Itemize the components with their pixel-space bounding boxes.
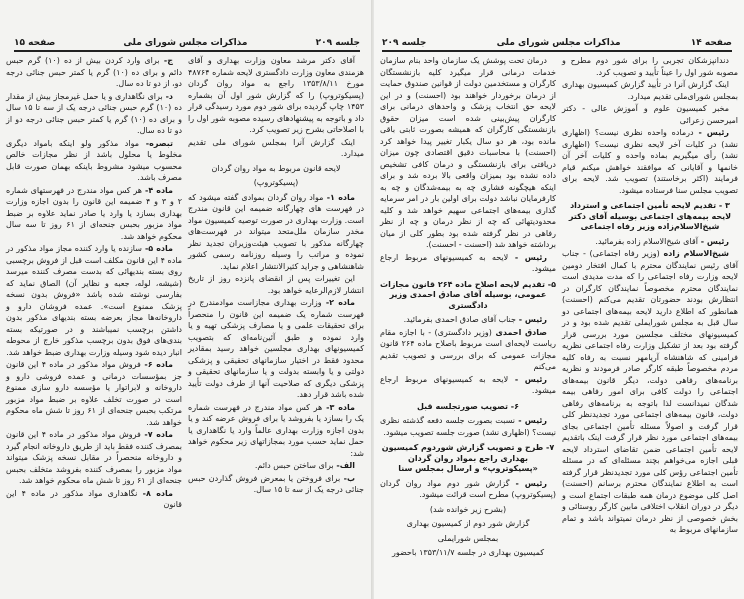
paragraph-text: فروش مواد مذکور در ماده ۴ این قانون بمصرف کننده فقط باید از طریق داروخانه انجام گیرد و داروخانه منحصراً در مقابل نسخه پزشک میتواند مواد مزبور را بمصرف کننده بفروشد متخلف بحبس جنحه‌ای از ۶۱ روز تا شش ماه محکوم خواهد شد. [6, 430, 182, 485]
speaker-or-article-label: رئیس - [509, 478, 547, 488]
paragraph-text: کمیسیون بهداری در جلسه ۱۳۵۳/۱۱/۷ باحضور [391, 548, 545, 557]
paragraph [562, 79, 738, 102]
text-column-right [188, 55, 364, 497]
paragraph-text: درماده واحده نظری نیست؟ (اظهاری نشد) در کلیات آخر لایحه نظری نیست؟ (اظهاری نشد) رأی میگیریم بماده واحده و کلیات آخر آن خانمها و آقایانی که موافقند خواهش میکنم قیام فرمایند (اکثر برخاستند) تصویب شد. لایحه برای تصویب مجلس سنا فرستاده میشود. [562, 128, 738, 195]
paragraph [380, 374, 556, 397]
page-number: صفحه ۱۴ [690, 38, 732, 48]
paragraph-text: آقای دکتر مرشد معاون وزارت بهداری و آقای هزمندی معاون وزارت دادگستری لایحه شماره ۴۸۷۶۴ مورخ ۱۳۵۳/۸/۱۱ راجع به مواد روان گردان (پسیکوتروپ) را که گزارش شور اول آن بشماره ۱۴۵۳ چاپ گردیده برای شور دوم مورد رسیدگی قرار داد و باتوجه به پیشنهادهای رسیده مصوبه شور اول را با اصلاحاتی بشرح زیر تصویب کرد. [188, 56, 364, 134]
paragraph [188, 473, 364, 496]
paragraph [562, 248, 738, 536]
paragraph [188, 460, 364, 472]
paragraph-text: ۶- تصویب صورتجلسه قبل [417, 401, 519, 411]
right-page [374, 0, 744, 599]
paragraph-text: هر کس مواد مندرج در فهرست شماره یک را بسازد یا بفروشد یا برای فروش عرضه کند و یا بدون اجازه وزارت بهداری عالماً وارد یا نگاهداری یا حمل نماید حسب مورد بمجازاتهای زیر محکوم خواهد شد: [188, 402, 364, 458]
paragraph [380, 478, 556, 501]
page-header [382, 34, 732, 52]
session-number: جلسه ۲۰۹ [382, 38, 427, 48]
paragraph-text: این تغییرات پس از انقضای پانزده روز از تاریخ انتشار لازم‌الرعایه خواهد بود. [188, 274, 364, 295]
paragraph-text: گزارش شور دوم مواد روان گردان (پسیکوتروپ) مطرح است قرائت میشود. [380, 478, 556, 499]
paragraph [6, 138, 182, 184]
paragraph [6, 488, 182, 511]
paragraph [380, 314, 556, 326]
speaker-or-article-label: صادق احمدی [491, 327, 547, 337]
page-number: صفحه ۱۵ [14, 38, 56, 48]
paragraph-text: مخبر کمیسیون علوم و آموزش عالی - دکتر امیرحسن زعرائی [562, 104, 738, 125]
paragraph [188, 297, 364, 401]
paragraph-text: برای وارد کردن بیش از ده (۱۰) گرم حبس دائم و برای ده (۱۰) گرم یا کمتر حبس جنائی درجه دو، از دو تا ده سال. [6, 56, 183, 88]
paragraph [562, 236, 738, 248]
paragraph [562, 103, 738, 126]
paragraph-text: (بشرح زیر خوانده شد) [429, 504, 507, 514]
paragraph [6, 55, 182, 90]
centered-line [380, 533, 556, 545]
paragraph [6, 91, 182, 137]
paragraph [380, 55, 556, 251]
speaker-or-article-label: رئیس - [514, 416, 547, 425]
paragraph-text: آقای شیخ‌الاسلام زاده بفرمائید. [595, 236, 698, 246]
paragraph-text: هر کس مواد مندرج در فهرستهای شماره ۲ و ۳ و ۴ ضمیمه این قانون را بدون اجازه وزارت بهداری بسازد یا وارد یا صادر نماید علاوه بر ضبط مواد مزبور بحبس جنحه‌ای از ۶۱ روز تا سه سال محکوم خواهد شد. [6, 185, 182, 241]
paragraph-text: جناب آقای صادق احمدی بفرمائید. [403, 315, 516, 324]
session-number: جلسه ۲۰۹ [315, 38, 360, 48]
speaker-or-article-label: ماده ۵- [141, 244, 173, 253]
section-heading [380, 280, 556, 312]
paragraph [380, 327, 556, 373]
text-column-left [6, 55, 182, 512]
speaker-or-article-label: رئیس - [515, 315, 547, 324]
speaker-or-article-label: شیخ‌الاسلام زاده [659, 249, 729, 258]
centered-line [380, 518, 556, 530]
paragraph-text: لایحه قانون مربوط به مواد روان گردان [211, 163, 341, 173]
paragraph-text: (وزیر دادگستری) - با اجازه مقام ریاست لایحه‌ای است مربوط باصلاح ماده ۲۶۴ قانون مجازات عمومی که برای بررسی و تصویب تقدیم می‌کنم [380, 327, 556, 371]
speaker-or-article-label: د- [162, 91, 173, 101]
paragraph-text: فروش مواد مذکور در ماده ۴ این قانون جز بمؤسسات درمانی و عمده فروشی دارو و داروخانه و لابراتوار یا مؤسسه دارو سازی ممنوع است در صورت تخلف علاوه بر ضبط مواد مزبور مرتکب بحبس جنحه‌ای از ۶۱ روز تا شش ماه محکوم خواهد شد. [6, 360, 182, 427]
speaker-or-article-label: ماده ۱- [323, 192, 355, 202]
speaker-or-article-label: ب- [340, 473, 355, 483]
paragraph [562, 55, 738, 78]
speaker-or-article-label: رئیس - [508, 374, 547, 384]
paragraph-text: برای ساختن حبس دائم. [254, 461, 334, 470]
centered-line [380, 504, 556, 516]
paragraph [380, 415, 556, 438]
paragraph-text: ۵- تقدیم لایحه اصلاح ماده ۲۶۴ قانون مجازات عمومی، بوسیله آقای صادق احمدی وزیر دادگستری [380, 279, 556, 310]
paragraph-text: دندانپزشکان تجربی را برای شور دوم مطرح و مصوبه شور اول را عیناً تأیید و تصویب کرد. [562, 56, 738, 77]
paragraph-text: ۳ - تقدیم لایحه تأمین اجتماعی و استرداد لایحه بیمه‌های اجتماعی بوسیله آقای دکتر شیخ‌الاسلام‌زاده وزیر رفاه اجتماعی [568, 201, 732, 231]
speaker-or-article-label: ماده ۳- [322, 402, 355, 412]
paragraph [188, 55, 364, 136]
text-column-right [562, 55, 738, 537]
speaker-or-article-label: رئیس - [693, 128, 729, 137]
paragraph-text: بمجلس شورایملی [437, 533, 499, 543]
paragraph-text: مواد مذکور ولو اینکه بامواد دیگری مخلوط یا محلول باشد از نظر مجازات خالص محسوب میشود مشروط باینکه بهمان صورت قابل مصرف باشد. [6, 138, 182, 182]
speaker-or-article-label: ماده ۴- [142, 185, 174, 195]
section-heading [380, 443, 556, 475]
page-header [14, 34, 360, 52]
paragraph [6, 185, 182, 243]
publication-title: مذاکرات مجلس شورای ملی [496, 38, 621, 48]
paragraph-text: برای نگاهداری و یا حمل غیرمجاز بیش از مقدار ده (۱۰) گرم حبس جنائی درجه یک از سه تا ۱۵ سال و برای ده (۱۰) گرم یا کمتر حبس جنائی درجه دو از دو تا ده سال. [6, 91, 182, 135]
paragraph-text: نسبت بصورت جلسه دفعه گذشته نظری نیست؟ (اظهاری نشد) صورت جلسه تصویب میشود. [380, 416, 556, 437]
paragraph-text: اینک گزارش آنرا در تأیید گزارش کمیسیون بهداری بمجلس شورای‌ملی تقدیم میدارد. [562, 80, 738, 101]
paragraph-text: درمان تحت پوشش یک سازمان واحد بنام سازمان خدمات درمانی قرار میگیرد کلیه بازنشستگان کارگران و مستخدمین دولت از قوانین صندوق حمایت از درمان برخوردار خواهند بود (احسنت) و در این لایحه حق انتخاب پزشک و واحدهای درمانی برای کارگران پیش‌بینی شده است میزان حقوق بازنشستگی کارگران که همیشه بصورت ثابتی باقی مانده بود، هر دو سال یکبار تغییر پیدا خواهد کرد (احسنت) با محاسبات دقیق اقتصادی چون میزان دریافتی برای بازنشستگی و درمان کافی تشخیص داده نشده بود بمیزان واقعی بالا برده شد و برای اینکه هیچگونه فشاری چه به بیمه‌شدگان و چه به کارفرمایان نباشد دولت برای اولین بار در امر سرمایه گذاری بیمه‌های اجتماعی سهیم خواهد شد و کلیه محدودیتهائی که چه از نظر درمان و چه از نظر رفاهی در نظر گرفته شده بود بطور کلی از میان برداشته خواهد شد (احسنت - احسنت). [380, 56, 556, 249]
speaker-or-article-label: رئیس - [508, 252, 547, 262]
paragraph [188, 273, 364, 296]
paragraph-text: (پسیکوتروپ) [253, 178, 299, 187]
paragraph [188, 137, 364, 160]
centered-line [380, 547, 556, 559]
speaker-or-article-label: ماده ۲- [321, 298, 355, 307]
paragraph-text: نگاهداری مواد مذکور در ماده ۴ این قانون [6, 488, 182, 509]
paragraph [562, 127, 738, 196]
speaker-or-article-label: ماده ۷- [140, 430, 173, 439]
paragraph-text: (وزیر رفاه اجتماعی) - جناب آقای رئیس نمایندگان محترم با کمال افتخار دومین لایحه وزارت رفاه اجتماعی را که مدت مدیدی است نمایندگان محترم مخصوصاً نمایندگان کارگران در انتظارش بودند حضورتان تقدیم می‌کنم (احسنت) همانطور که اطلاع دارید لایحه بیمه‌های اجتماعی دو سال قبل به مجلس شورایملی تقدیم شده بود و در کمیسیونهای مختلف مجلسین مورد بررسی قرار گرفته بود بعد از تشکیل وزارت رفاه اجتماعی نظریه فرامینی که شاهنشاه آریامهر نسبت به رفاه کلیه مردم مخصوصاً طبقه کارگر صادر فرمودند و نظریه برنامه‌های رفاهی دولت، دیگر قانون بیمه‌های اجتماعی را دولت کافی برای امور رفاهی بیمه شدگان نمیدانست لذا باتوجه به برنامه‌های رفاهی دولت، قانون بیمه‌های اجتماعی مورد تجدیدنظر کلی قرار گرفت و اصولاً مسئله تأمین اجتماعی بجای بیمه‌های اجتماعی مورد نظر قرار گرفت اینک باتقدیم لایحه تأمین اجتماعی ضمن تقاضای استرداد لایحه قبلی اجازه می‌خواهم بچند مسئله‌ای که در مسئله تأمین اجتماعی رؤس کلی مورد تجدیدنظر قرار گرفته است به اطلاع نمایندگان محترم برسانم (احسنت) اصل کلی موضوع درمان همه طبقات اجتماع است و دیگر در دوران انقلاب اختلافی مابین کارگر روستائی و بخش خصوصی از نظر درمان نمیتواند باشد و تمام سازمانهای مربوط به [562, 249, 738, 534]
section-heading [380, 402, 556, 413]
paragraph [188, 192, 364, 273]
speaker-or-article-label: تبصره- [139, 138, 173, 148]
speaker-or-article-label: رئیس - [697, 236, 729, 246]
centered-line [188, 177, 364, 189]
speaker-or-article-label: ماده ۶- [140, 360, 173, 369]
paragraph [6, 359, 182, 428]
section-heading [562, 201, 738, 233]
paragraph [380, 252, 556, 275]
paragraph-text: ۷- طرح و تصویب گزارش شوردوم کمیسیون بهداری راجع بمواد روان گردان «پسیکوتروپ» و ارسال بمجلس سنا [381, 443, 555, 473]
paragraph-text: سازنده یا وارد کننده مجاز مواد مذکور در ماده ۴ این قانون مکلف است قبل از فروش برچسبی روی بسته بندیهائی که بدست مصرف کننده میرسد (شیشه، لوله، جعبه و نظایر آن) الصاق نماید که بفارسی نوشته شده باشد «فروش بدون نسخه پزشک ممنوع است». عمده فروشان دارو و داروخانه‌ها مجاز بعرضه بسته بندیهای مذکور بدون داشتن برچسب نمیباشند و در صورتیکه بسته بندی‌های فوق بدون برچسب مذکور خارج از محوطه انبار دیده شود وسیله وزارت بهداری ضبط خواهد شد. [6, 244, 182, 357]
paragraph-text: وزارت بهداری مجازاست موادمندرج در فهرست شماره یک ضمیمه این قانون را منحصراً برای تحقیقات علمی و یا مصارف پزشکی تهیه و یا وارد نموده و طبق آئین‌نامه‌ای که بتصویب کمیسیونهای بهداری مجلسین خواهد رسید بمقادیر محدود فقط در اختیار سازمانهای تحقیقی و پزشکی دولتی و یا وابسته بدولت و یا سازمانهای تحقیقی و پزشکی دیگری که صلاحیت آنها از طرف دولت تأیید شده باشد قرار دهد. [188, 298, 364, 399]
speaker-or-article-label: الف- [333, 461, 355, 470]
paragraph [6, 243, 182, 358]
text-column-left [380, 55, 556, 562]
paragraph-text: لایحه به کمیسیونهای مربوط ارجاع میشود. [380, 252, 556, 273]
paragraph-text: لایحه به کمیسیونهای مربوط ارجاع میشود. [380, 374, 556, 395]
speaker-or-article-label: ماده ۸- [137, 488, 173, 498]
paragraph [6, 429, 182, 487]
paragraph-text: برای فروختن یا بمعرض فروش گذاردن حبس جنائی درجه یک از سه تا ۱۵ سال. [188, 473, 364, 494]
paragraph [188, 402, 364, 460]
publication-title: مذاکرات مجلس شورای ملی [123, 38, 248, 48]
paragraph-text: گزارش شور دوم از کمیسیون بهداری [406, 519, 530, 528]
speaker-or-article-label: ج- [159, 56, 173, 65]
paragraph-text: اینک گزارش آنرا بمجلس شورای ملی تقدیم میدارد. [188, 137, 364, 158]
centered-line [188, 163, 364, 175]
paragraph-text: مواد روان گردان بموادی گفته میشود که در فهرست های چهارگانه ضمیمه این قانون مندرج است. وزارت بهداری در صورت توصیه کمیسیون مواد مخدر سازمان ملل‌متحد میتواند در فهرست‌های چهارگانه مذکور با تصویب هیئت‌وزیران تجدید نظر نموده و مراتب را وسیله روزنامه رسمی کشور شاهنشاهی و جراید کثیرالانتشار اعلام نماید. [188, 192, 364, 271]
